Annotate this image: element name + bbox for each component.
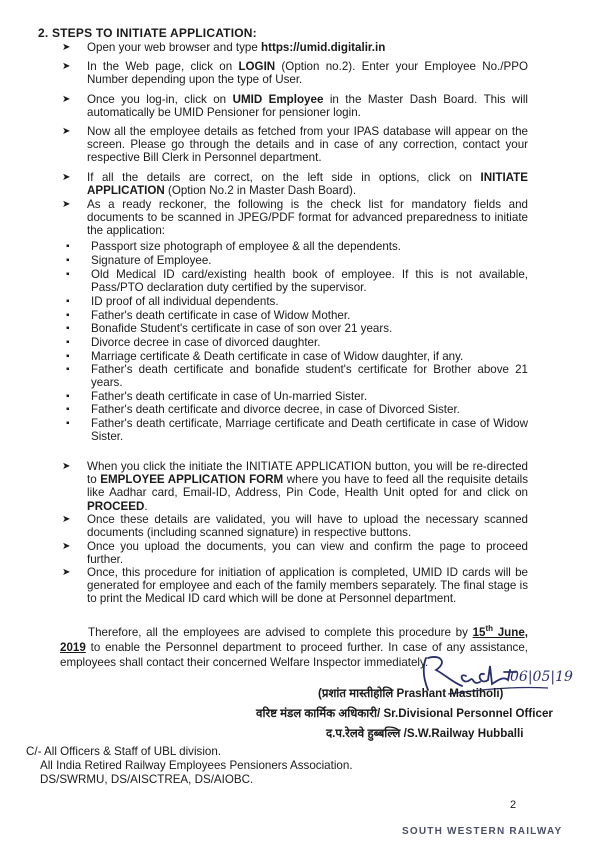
step-item: ➤ As a ready reckoner, the following is the check list for mandatory fields and documents to be scanned in JPEG/PDF format for advanced preparedness to initiate the application: — [62, 198, 528, 238]
signatory-office: द.प.रेलवे हुब्बल्लि /S.W.Railway Hubballi — [326, 727, 524, 740]
step-item: ➤ In the Web page, click on LOGIN (Option no.2). Enter your Employee No./PPO Number depending upon the type of User. — [62, 60, 528, 87]
page-number: 2 — [510, 799, 517, 811]
advisory-paragraph: Therefore, all the employees are advised to complete this procedure by 15th June, 2019 to enable the Personnel department to proceed further. In case of any assistance, employees shall contact their concerned Welfare Inspector immediately. — [60, 624, 528, 669]
checklist-item: ▪ Divorce decree in case of divorced daughter. — [66, 336, 321, 349]
step-item: ➤ When you click the initiate the INITIATE APPLICATION button, you will be re-directed to EMPLOYEE APPLICATION FORM where you have to feed all the requisite details like Aadhar card, Email-ID, Address, Pin Code, Health Unit opted for and click on PROCEED. — [62, 460, 528, 513]
arrow-bullet-icon: ➤ — [62, 172, 71, 183]
arrow-bullet-icon: ➤ — [62, 42, 71, 53]
signatory-name: (प्रशांत मास्तीहोलि Prashant Mastiholi) — [318, 687, 504, 700]
step-item: ➤ Once these details are validated, you will have to upload the necessary scanned documents (including scanned signature) in respective buttons. — [62, 513, 528, 540]
step-item: ➤ Once, this procedure for initiation of application is completed, UMID ID cards will be generated for employee and each of the family members separately. The final stage is to print the Medical ID card which will be done at Personnel department. — [62, 566, 528, 606]
checklist-item: ▪ Old Medical ID card/existing health book of employee. If this is not available, Pass/PTO declaration duty certified by the supervisor. — [66, 268, 528, 295]
checklist-item: ▪ Father's death certificate, Marriage certificate and Death certificate in case of Widow Sister. — [66, 417, 528, 444]
square-bullet-icon: ▪ — [66, 418, 70, 429]
cc-line-2: All India Retired Railway Employees Pensioners Association. — [40, 759, 353, 772]
square-bullet-icon: ▪ — [66, 391, 70, 402]
checklist-item: ▪ Signature of Employee. — [66, 254, 212, 267]
cc-line-3: DS/SWRMU, DS/AISCTREA, DS/AIOBC. — [40, 773, 254, 786]
checklist-item: ▪ Father's death certificate and divorce decree, in case of Divorced Sister. — [66, 403, 460, 416]
checklist-item: ▪ Father's death certificate and bonafide student's certificate for Brother above 21 years. — [66, 363, 528, 390]
square-bullet-icon: ▪ — [66, 296, 70, 307]
square-bullet-icon: ▪ — [66, 310, 70, 321]
checklist-item: ▪ Father's death certificate in case of Widow Mother. — [66, 309, 351, 322]
arrow-bullet-icon: ➤ — [62, 94, 71, 105]
section-heading: 2. STEPS TO INITIATE APPLICATION: — [38, 26, 257, 40]
square-bullet-icon: ▪ — [66, 404, 70, 415]
checklist-item: ▪ Marriage certificate & Death certificate in case of Widow daughter, if any. — [66, 350, 464, 363]
checklist-item: ▪ Passport size photograph of employee & all the dependents. — [66, 240, 402, 253]
cc-line-1: C/- All Officers & Staff of UBL division. — [26, 745, 222, 758]
step-item: ➤ Open your web browser and type https://umid.digitalir.in — [62, 41, 386, 54]
square-bullet-icon: ▪ — [66, 351, 70, 362]
square-bullet-icon: ▪ — [66, 323, 70, 334]
checklist-item: ▪ Bonafide Student's certificate in case of son over 21 years. — [66, 322, 393, 335]
square-bullet-icon: ▪ — [66, 364, 70, 375]
footer-brand: SOUTH WESTERN RAILWAY — [402, 826, 563, 837]
square-bullet-icon: ▪ — [66, 269, 70, 280]
signatory-designation: वरिष्ट मंडल कार्मिक अधिकारी/ Sr.Divisional Personnel Officer — [256, 707, 553, 720]
step-item: ➤ If all the details are correct, on the left side in options, click on INITIATE APPLICATION (Option No.2 in Master Dash Board). — [62, 171, 528, 198]
checklist-item: ▪ ID proof of all individual dependents. — [66, 295, 279, 308]
checklist-item: ▪ Father's death certificate in case of Un-married Sister. — [66, 390, 368, 403]
arrow-bullet-icon: ➤ — [62, 461, 71, 472]
arrow-bullet-icon: ➤ — [62, 567, 71, 578]
arrow-bullet-icon: ➤ — [62, 61, 71, 72]
square-bullet-icon: ▪ — [66, 241, 70, 252]
square-bullet-icon: ▪ — [66, 255, 70, 266]
arrow-bullet-icon: ➤ — [62, 541, 71, 552]
arrow-bullet-icon: ➤ — [62, 199, 71, 210]
arrow-bullet-icon: ➤ — [62, 514, 71, 525]
step-item: ➤ Once you upload the documents, you can view and confirm the page to proceed further. — [62, 540, 528, 567]
square-bullet-icon: ▪ — [66, 337, 70, 348]
step-item: ➤ Now all the employee details as fetched from your IPAS database will appear on the screen. Please go through the details and in case of any correction, contact your respective Bill Clerk in Personnel department. — [62, 125, 528, 165]
step-item: ➤ Once you log-in, click on UMID Employee in the Master Dash Board. This will automatically be UMID Pensioner for pensioner login. — [62, 93, 528, 120]
handwritten-date: 06|05|19 — [510, 669, 573, 685]
arrow-bullet-icon: ➤ — [62, 126, 71, 137]
